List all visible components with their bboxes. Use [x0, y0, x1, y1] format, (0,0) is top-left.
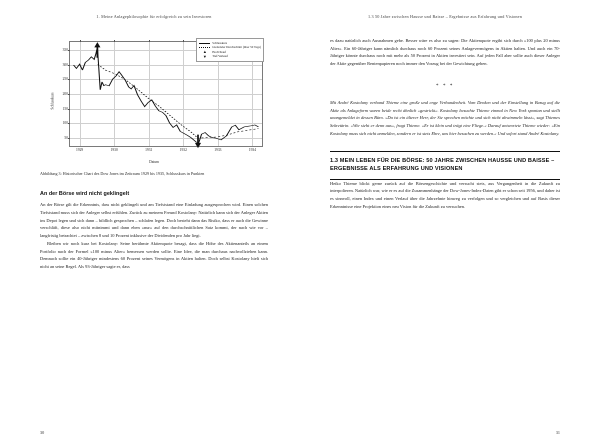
figure-caption: Abbildung 3: Historischer Chart des Dow Jones im Zeitraum 1929 bis 1935, Schlusskurs in Punkten	[40, 171, 205, 176]
chapter-heading-block	[330, 151, 560, 179]
series-schlusskurs	[74, 47, 259, 143]
quote-paragraph: Mit André Kostolany verband Thieme eine große und enge Verbundenheit. Vom Denken und der Einstellung in Bezug auf die Aktie als Anlageform waren beide recht ähnlich »gestrickt«. Kostolany besuchte Thieme einmal in New York spontan und stellt unangemeldet in dessen Büro. »Da ist ein älterer Herr, der Sie sprechen möchte und sich nicht abwimmeln lässt«, sagt Thiemes Sekretärin. »Wie sieht er denn aus«, fragt Thieme. »Er ist klein und trägt eine Fliege.« Darauf antwortete Thieme wieder: »Ein Kostolany muss sich nicht anmelden, sondern er ist stets Ehre, uns hier besuchen zu werden.« Und sofort stand André Kostolany.	[330, 99, 560, 136]
chapter-title: 1.3 MEIN LEBEN FÜR DIE BÖRSE: 50 JAHRE ZWISCHEN HAUSSE UND BAISSE – ERGEBNISSE ALS ERFAHRUNG UND VISIONEN	[330, 158, 555, 173]
chart-y-tick: 300	[62, 62, 68, 67]
running-head-left: 1. Meine Anlagephilosophie für erfolgreich zu sein Investoren	[96, 14, 212, 19]
page-number-left: 30	[40, 430, 45, 435]
chart-y-tick: 150	[62, 106, 68, 111]
section-heading-left: An der Börse wird nicht geklingelt	[40, 191, 130, 198]
chart-legend	[196, 38, 264, 62]
chart-y-tick: 250	[62, 77, 68, 82]
legend-label: Tief/Verkauf	[212, 54, 228, 59]
legend-item-moving-average	[199, 45, 261, 50]
chart-x-tick: 1934	[248, 148, 256, 152]
chart-x-tick: 1933	[214, 148, 222, 152]
running-head-right: 1.3 50 Jahre zwischen Hausse und Baisse – Ergebnisse aus Erfahrung und Visionen	[368, 14, 522, 19]
chart-y-tick: 50	[64, 135, 68, 140]
dotted-line-icon	[199, 45, 210, 49]
legend-item-low-sell	[199, 54, 261, 59]
paragraph: Bleiben wir noch kurz bei Kostolany: Seine berühmte Aktienquote besagt, dass die Höhe des Aktienanteils an einem Portfolio nach der Formel »100 minus Alter« bemessen werden sollte. Eine Idee, die man durchaus nachvollziehen kann. Demnach sollte ein 40-Jähriger mindestens 60 Prozent seines Vermögens in Aktien halten. Doch selbst Kostolany hielt sich nicht an seine Regel. Als 93-Jähriger sagte er, dass	[40, 240, 268, 269]
chart-container	[43, 37, 265, 165]
legend-label: Hoch/Kauf	[212, 49, 227, 54]
chart-x-tick: 1932	[179, 148, 187, 152]
chart-x-tick: 1931	[145, 148, 153, 152]
page-number-right: 31	[555, 430, 560, 435]
paragraph: es dazu natürlich auch Ausnahmen gebe. Besser wäre es also zu sagen: Die Aktienquote ergibt sich durch »100 plus 20 minus Alter«. Ein 60-Jähriger kann nämlich durchaus noch 60 Prozent seines Anlagevermögens in Aktien halten. Und auch ein 70-Jähriger könnte durchaus noch mit mehr als 50 Prozent in Aktien investiert sein. Auf jeden Fall aber sollte auch dieser Anleger der Aktie gegenüber Rentenpapieren noch immer den Vorzug bei der Gewichtung geben.	[330, 38, 560, 67]
chart-y-axis-label: Schlusskurs	[50, 92, 55, 110]
chart-y-tick: 100	[62, 121, 68, 126]
up-triangle-icon: ▲	[202, 49, 207, 55]
down-triangle-icon: ▼	[202, 53, 207, 59]
chart-x-axis-label: Datum	[149, 160, 159, 164]
chart-y-tick: 200	[62, 92, 68, 96]
chart-x-tick: 1930	[110, 148, 118, 152]
paragraph: Heiko Thieme blickt gerne zurück auf die Börsengeschichte und versucht stets, aus Vergangenheit in die Zukunft zu interpolieren. Natürlich war, wie er es auf die Zusammenhänge der Dow-Jones-Index-Daten gibt er schon seit 1956, und daher ist es sinnvoll, einen Index und einen Verlauf über die Jahrzehnte hinweg zu verfolgen und so vergleichen und auf Basis dieser Erkenntnisse eine Projektion eines neu Vision für die Zukunft zu versuchen.	[330, 180, 560, 209]
figure-dow-jones-chart	[40, 37, 268, 177]
legend-label: Schlusskurs	[212, 40, 228, 45]
page-right	[300, 0, 600, 445]
chart-x-tick: 1929	[76, 148, 84, 152]
section-divider-asterisks: * * *	[436, 83, 454, 89]
paragraph: An der Börse gilt die Erkenntnis, dass nicht geklingelt und am Tiefststand eine Einladung ausgesprochen wird. Einen solchen Tiefststand muss sich der Anleger selbst erfühlen. Zurück zu meinem Freund Kostolany: Natürlich kann sich der Anleger Aktien ins Depot legen und sich dann – bildlich gesprochen – schlafen legen. Doch besteht dann das Risiko, dass er auch die Gewinne verschläft, diese also nicht mitnimmt und dann eben »nur« auf den durchschnittlichen Satz kommt, der nach wie vor – langfristig betrachtet – zwischen 8 und 10 Prozent inklusive der Dividenden pro Jahr liegt.	[40, 202, 268, 239]
chart-markers	[94, 42, 201, 148]
solid-line-icon	[199, 41, 210, 45]
legend-label: Gleitender Durchschnitt (über 50 Tage)	[212, 45, 261, 50]
chart-y-tick: 350	[62, 48, 68, 53]
